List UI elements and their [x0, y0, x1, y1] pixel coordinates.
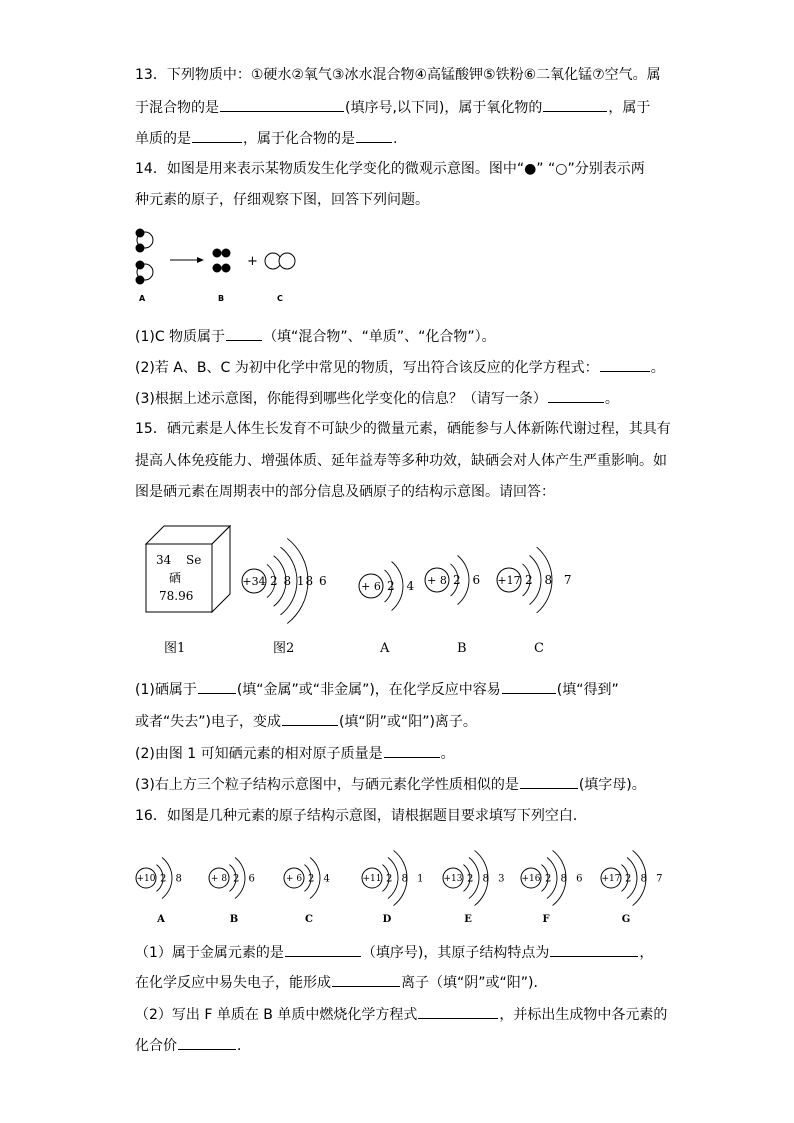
q14-line2: 种元素的原子，仔细观察下图，回答下列问题。 — [135, 192, 429, 208]
tile-atomic-number: 34 — [156, 553, 172, 567]
q14-line1: 14．如图是用来表示某物质发生化学变化的微观示意图。图中“●” “○”分别表示两 — [135, 161, 645, 177]
q13-line1: 13．下列物质中：①硬水②氧气③冰水混合物④高锰酸钾⑤铁粉⑥二氧化锰⑦空气。属 — [135, 67, 661, 83]
electron-counts: 2 6 — [233, 873, 258, 885]
electron-counts: 2 6 — [453, 573, 485, 588]
electron-counts: 2 4 — [308, 873, 333, 885]
reaction-arrow — [170, 257, 204, 263]
q16-sub2-line2: 化合价 ． — [135, 1035, 251, 1056]
q14-sub3: (3)根据上述示意图，你能得到哪些化学变化的信息？（请写一条） 。 — [135, 388, 619, 409]
diagram-label-b: B — [218, 294, 225, 303]
q14-sub2: (2)若 A、B、C 为初中化学中常见的物质，写出符合该反应的化学方程式： 。 — [135, 357, 665, 378]
fig-label-2: 图2 — [273, 641, 295, 656]
q13-line2: 于混合物的是 (填序号,以下同)，属于氧化物的 ，属于 — [135, 97, 650, 118]
q15-sub3: (3)右上方三个粒子结构示意图中，与硒元素化学性质相似的是 (填字母)。 — [135, 774, 646, 795]
answer-blank[interactable] — [198, 679, 236, 694]
q15-line1: 15．硒元素是人体生长发育不可缺少的微量元素，硒能参与人体新陈代谢过程，其具有 — [135, 421, 671, 437]
nucleus-charge: + 8 — [210, 874, 228, 885]
fig-label-c: C — [534, 641, 544, 656]
atom-structure — [242, 538, 328, 623]
atom-structure — [425, 555, 484, 604]
q15-line2: 提高人体免疫能力、增强体质、延年益寿等多种功效，缺硒会对人体产生严重影响。如 — [135, 453, 667, 469]
answer-blank[interactable] — [282, 711, 338, 726]
electron-counts: 2 8 1 — [386, 873, 427, 885]
electron-counts: 2 8 18 6 — [270, 574, 328, 589]
answer-blank[interactable] — [548, 388, 604, 403]
nucleus-charge: + 6 — [361, 579, 381, 593]
tile-atomic-mass: 78.96 — [159, 589, 194, 603]
tile-element-name: 硒 — [169, 571, 182, 585]
nucleus-charge: +13 — [443, 874, 463, 885]
q15-sub2: (2)由图 1 可知硒元素的相对原子质量是 。 — [135, 743, 455, 764]
atom-label: B — [229, 914, 239, 925]
answer-blank[interactable] — [384, 743, 440, 758]
tile-symbol: Se — [186, 553, 202, 567]
atom-structure — [362, 850, 426, 925]
atom-structure — [521, 850, 585, 925]
molecule-a-bottom — [136, 261, 154, 285]
q15-sub1-line1: (1)硒属于 (填“金属”或“非金属”)，在化学反应中容易 (填“得到” — [135, 679, 619, 700]
atom-structure — [497, 547, 576, 613]
atom-label: A — [157, 914, 165, 925]
electron-counts: 2 8 7 — [525, 573, 576, 588]
answer-blank[interactable] — [178, 1035, 236, 1050]
atom-structure — [443, 850, 507, 925]
atom-label: F — [542, 914, 550, 925]
atom-label: C — [305, 914, 313, 925]
nucleus-charge: + 8 — [427, 573, 447, 587]
molecule-a-top — [136, 229, 154, 253]
atom-structure — [359, 561, 418, 610]
atom-label: D — [382, 914, 392, 925]
atom-structure — [284, 858, 333, 925]
fig-label-b: B — [457, 641, 467, 656]
nucleus-charge: + 6 — [285, 874, 303, 885]
fig-label-a: A — [380, 641, 390, 656]
diagram-label-c: C — [277, 294, 283, 303]
q16-sub1-line1: （1）属于金属元素的是 （填序号)，其原子结构特点为 ， — [135, 942, 653, 963]
q15-line3: 图是硒元素在周期表中的部分信息及硒原子的结构示意图。请回答： — [135, 484, 555, 500]
atom-structure — [601, 850, 665, 925]
answer-blank[interactable] — [600, 357, 650, 372]
q16-line1: 16．如图是几种元素的原子结构示意图，请根据题目要求填写下列空白． — [135, 808, 587, 824]
answer-blank[interactable] — [285, 942, 361, 957]
answer-blank[interactable] — [520, 774, 578, 789]
q16-sub1-line2: 在化学反应中易失电子，能形成 离子（填“阴”或“阳”)． — [135, 972, 547, 993]
diagram-label-a: A — [139, 294, 146, 303]
q13-line3: 单质的是 ，属于化合物的是 . — [135, 128, 397, 149]
fig-label-1: 图1 — [164, 641, 186, 656]
atom-label: G — [621, 914, 631, 925]
q16-atom-diagrams — [136, 850, 665, 925]
q15-sub1-line2: 或者“失去”)电子，变成 (填“阴”或“阳”)离子。 — [135, 711, 477, 732]
plus-sign: + — [247, 254, 258, 269]
answer-blank[interactable] — [502, 679, 556, 694]
answer-blank[interactable] — [226, 326, 262, 341]
electron-counts: 2 8 3 — [467, 873, 508, 885]
electron-counts: 2 8 6 — [545, 873, 586, 885]
nucleus-charge: +16 — [521, 874, 541, 885]
nucleus-charge: +17 — [601, 874, 621, 885]
nucleus-charge: +34 — [242, 574, 266, 588]
electron-counts: 2 4 — [387, 579, 419, 594]
answer-blank[interactable] — [332, 972, 400, 987]
electron-counts: 2 8 7 — [625, 873, 666, 885]
nucleus-charge: +11 — [362, 874, 382, 885]
answer-blank[interactable] — [418, 1004, 498, 1019]
answer-blank[interactable] — [550, 942, 638, 957]
q16-sub2-line1: （2）写出 F 单质在 B 单质中燃烧化学方程式 ，并标出生成物中各元素的 — [135, 1004, 667, 1025]
selenium-periodic-tile — [146, 526, 230, 612]
atom-structure — [209, 858, 258, 925]
nucleus-charge: +17 — [497, 573, 521, 587]
q14-reaction-diagram — [136, 229, 296, 304]
atom-structure — [136, 858, 185, 925]
molecule-b — [213, 249, 231, 273]
nucleus-charge: +10 — [136, 874, 156, 885]
q14-sub1: (1)C 物质属于 （填“混合物”、“单质”、“化合物”）。 — [135, 326, 496, 347]
electron-counts: 2 8 — [160, 873, 185, 885]
molecule-c — [265, 253, 295, 269]
atom-label: E — [464, 914, 472, 925]
q15-atom-diagrams — [242, 538, 576, 623]
